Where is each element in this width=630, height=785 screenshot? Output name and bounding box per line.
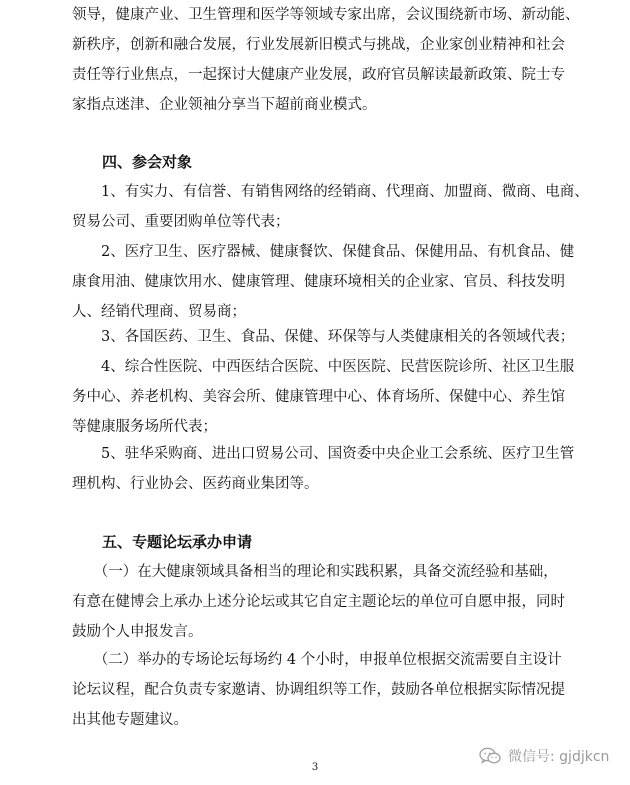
text-line: 出其他专题建议。 [72,712,188,728]
text-line: 有意在健博会上承办上述分论坛或其它自定主题论坛的单位可自愿申报，同时 [72,594,565,610]
page-number: 3 [311,762,319,773]
text-line: 5、驻华采购商、进出口贸易公司、国资委中央企业工会系统、医疗卫生管 [72,446,575,462]
text-line: 鼓励个人申报发言。 [72,624,203,640]
text-line: 责任等行业焦点，一起探讨大健康产业发展，政府官员解读最新政策、院士专 [72,67,565,83]
text-line: 领导，健康产业、卫生管理和医学等领域专家出席，会议围绕新市场、新动能、 [72,7,580,23]
text-line: 新秩序，创新和融合发展，行业发展新旧模式与挑战，企业家创业精神和社会 [72,37,565,53]
text-line: 康食用油、健康饮用水、健康管理、健康环境相关的企业家、官员、科技发明 [72,274,565,290]
section-4-heading: 四、参会对象 [102,153,193,171]
text-line: 家指点迷津、企业领袖分享当下超前商业模式。 [72,97,377,113]
section-5-heading: 五、专题论坛承办申请 [102,533,253,551]
intro-paragraph [72,0,582,120]
text-line: （二）举办的专场论坛每场约 4 个小时，申报单位根据交流需要自主设计 [72,652,562,668]
section-5-item-2 [72,645,582,735]
section-5-item-1 [72,557,582,647]
text-line: 2、医疗卫生、医疗器械、健康餐饮、保健食品、保健用品、有机食品、健 [72,244,575,260]
section-4-item-3 [72,322,582,352]
section-4-item-5 [72,439,582,499]
text-line: 贸易公司、重要团购单位等代表； [72,214,290,230]
text-line: 1、有实力、有信誉、有销售网络的经销商、代理商、加盟商、微商、电商、 [72,184,589,200]
section-4-item-2 [72,237,582,327]
section-4-item-1 [72,177,589,237]
text-line: （一）在大健康领域具备相当的理论和实践积累，具备交流经验和基础， [72,564,558,580]
section-4-item-4 [72,352,582,442]
text-line: 务中心、养老机构、美容会所、健康管理中心、体育场所、保健中心、养生馆 [72,389,565,405]
text-line: 人、经销代理商、贸易商； [72,304,246,320]
text-line: 等健康服务场所代表； [72,419,217,435]
text-line: 3、各国医药、卫生、食品、保健、环保等与人类健康相关的各领域代表； [72,329,575,345]
text-line: 4、综合性医院、中西医结合医院、中医医院、民营医院诊所、社区卫生服 [72,359,575,375]
text-line: 理机构、行业协会、医药商业集团等。 [72,476,319,492]
watermark-text: 微信号: gjdjkcn [508,749,610,765]
text-line: 论坛议程，配合负责专家邀请、协调组织等工作，鼓励各单位根据实际情况提 [72,682,565,698]
